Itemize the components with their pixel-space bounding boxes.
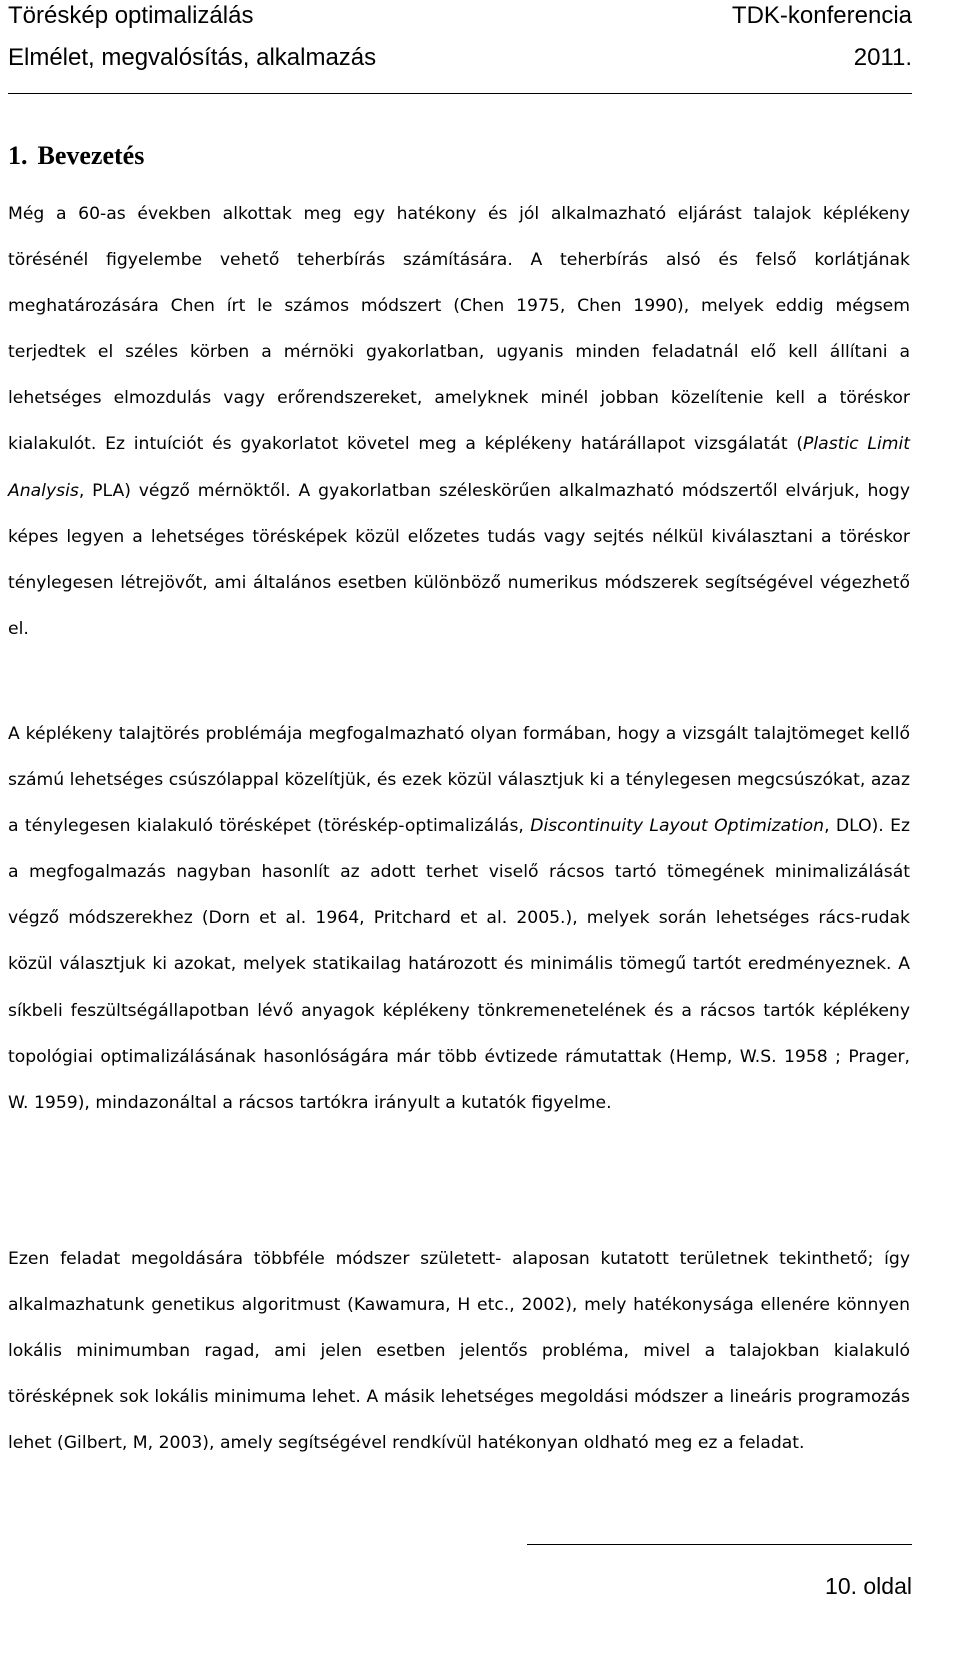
header-divider <box>8 93 912 94</box>
paragraph-2-text-a: A képlékeny talajtörés problémája megfogalmazható olyan formában, hogy a vizsgált talajtömeget kellő számú lehetséges csúszólappal közelítjük, és ezek közül választjuk ki a ténylegesen megcsúszókat, azaz a ténylegesen kialakuló törésképet (töréskép-optimalizálás, <box>8 724 910 837</box>
header-title: Töréskép optimalizálás <box>8 2 254 29</box>
page-number: 10. oldal <box>825 1573 912 1599</box>
paragraph-1-text-b: , PLA) végző mérnöktől. A gyakorlatban széleskörűen alkalmazható módszertől elvárjuk, hogy képes legyen a lehetséges törésképek közül előzetes tudás vagy sejtés nélkül kiválasztani a töréskor ténylegesen létrejövőt, ami általános esetben különböző numerikus módszerek segítségével végezhető el. <box>8 480 910 639</box>
footer-divider <box>527 1544 912 1545</box>
header-conference: TDK-konferencia <box>731 2 912 29</box>
paragraph-1-emphasis: Plastic Limit Analysis <box>8 434 910 501</box>
section-title: Bevezetés <box>37 141 145 170</box>
paragraph-1 <box>8 191 910 652</box>
header-year: 2011. <box>853 44 912 71</box>
paragraph-3 <box>8 1236 910 1466</box>
paragraph-3-text: Ezen feladat megoldására többféle módszer született- alaposan kutatott területnek tekinthető; így alkalmazhatunk genetikus algoritmust (Kawamura, H etc., 2002), mely hatékonysága ellenére könnyen lokális minimumban ragad, ami jelen esetben jelentős probléma, mivel a talajokban kialakuló törésképnek sok lokális minimuma lehet. A másik lehetséges megoldási módszer a lineáris programozás lehet (Gilbert, M, 2003), amely segítségével rendkívül hatékonyan oldható meg ez a feladat. <box>8 1249 910 1454</box>
paragraph-2-text-b: , DLO). Ez a megfogalmazás nagyban hasonlít az adott terhet viselő rácsos tartó tömegének minimalizálását végző módszerekhez (Dorn et al. 1964, Pritchard et al. 2005.), melyek során lehetséges rács-rudak közül választjuk ki azokat, melyek statikailag határozott és minimális tömegű tartót eredményeznek. A síkbeli feszültségállapotban lévő anyagok képlékeny tönkremenetelének és a rácsos tartók képlékeny topológiai optimalizálásának hasonlóságára már több évtizede rámutattak (Hemp, W.S. 1958 ; Prager, W. 1959), mindazonáltal a rácsos tartókra irányult a kutatók figyelme. <box>8 816 910 1113</box>
paragraph-2 <box>8 711 910 1126</box>
paragraph-2-emphasis: Discontinuity Layout Optimization <box>530 816 825 837</box>
section-number: 1. <box>8 141 28 170</box>
header-subtitle: Elmélet, megvalósítás, alkalmazás <box>8 44 377 71</box>
paragraph-1-text-a: Még a 60-as években alkottak meg egy hatékony és jól alkalmazható eljárást talajok képlékeny törésénél figyelembe vehető teherbírás számítására. A teherbírás alsó és felső korlátjának meghatározására Chen írt le számos módszert (Chen 1975, Chen 1990), melyek eddig mégsem terjedtek el széles körben a mérnöki gyakorlatban, ugyanis minden feladatnál elő kell állítani a lehetséges elmozdulás vagy erőrendszereket, amelyknek minél jobban közelítenie kell a töréskor kialakulót. Ez intuíciót és gyakorlatot követel meg a képlékeny határállapot vizsgálatát ( <box>8 204 910 455</box>
section-heading <box>8 140 154 172</box>
